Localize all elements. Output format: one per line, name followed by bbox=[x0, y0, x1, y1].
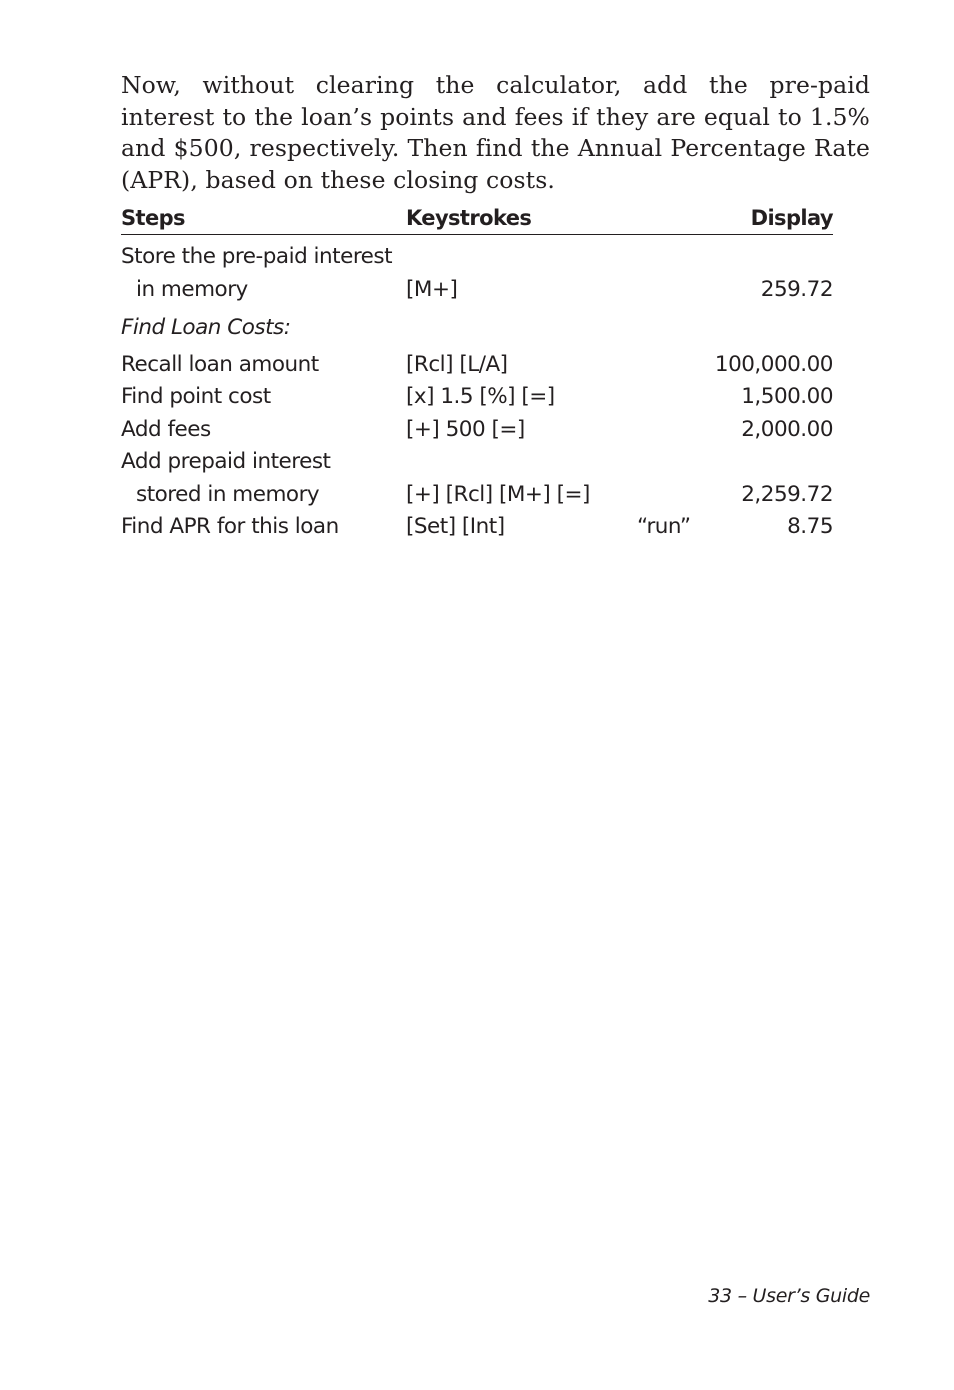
keystroke-text: [+] 500 [=] bbox=[406, 416, 525, 442]
display-value: 1,500.00 bbox=[741, 384, 833, 409]
table-row bbox=[121, 511, 833, 544]
step-text: Add fees bbox=[121, 416, 211, 442]
table-row bbox=[121, 381, 833, 414]
intro-paragraph: Now, without clearing the calculator, add the pre-paid interest to the loan’s points and fees if they are equal to 1.5% and $500, respectively. Then find the Annual Percentage Rate (APR), based on these closing costs. bbox=[121, 71, 870, 194]
page-footer: 33 – User’s Guide bbox=[708, 1285, 870, 1307]
header-steps: Steps bbox=[121, 206, 185, 230]
step-text: in memory bbox=[136, 276, 248, 302]
display-value: 8.75 bbox=[787, 514, 833, 539]
table-row bbox=[121, 414, 833, 447]
display-value: 259.72 bbox=[760, 276, 833, 302]
section-heading-row bbox=[121, 312, 833, 345]
step-text: Add prepaid interest bbox=[121, 449, 331, 474]
step-text: Store the pre-paid interest bbox=[121, 244, 393, 269]
display-value: 2,000.00 bbox=[741, 416, 833, 442]
keystroke-text: [+] [Rcl] [M+] [=] bbox=[406, 481, 590, 507]
table-row bbox=[121, 479, 833, 512]
keystroke-text: [x] 1.5 [%] [=] bbox=[406, 384, 555, 409]
step-text: Find APR for this loan bbox=[121, 514, 339, 539]
keystroke-text: [M+] bbox=[406, 276, 458, 302]
section-heading: Find Loan Costs: bbox=[121, 315, 291, 340]
step-text: Recall loan amount bbox=[121, 351, 319, 377]
header-keystrokes: Keystrokes bbox=[406, 206, 532, 230]
display-value: 2,259.72 bbox=[741, 481, 833, 507]
display-value: 100,000.00 bbox=[714, 351, 833, 377]
step-text: Find point cost bbox=[121, 384, 271, 409]
keystroke-text: [Rcl] [L/A] bbox=[406, 351, 508, 377]
display-note: “run” bbox=[637, 514, 691, 539]
table-row bbox=[121, 274, 833, 307]
table-row bbox=[121, 446, 833, 479]
table-row bbox=[121, 349, 833, 382]
header-display: Display bbox=[750, 206, 833, 230]
step-text: stored in memory bbox=[136, 481, 320, 507]
table-row bbox=[121, 241, 833, 274]
keystroke-text: [Set] [Int] bbox=[406, 514, 505, 539]
table-header bbox=[121, 201, 833, 235]
keystroke-table bbox=[121, 201, 833, 544]
